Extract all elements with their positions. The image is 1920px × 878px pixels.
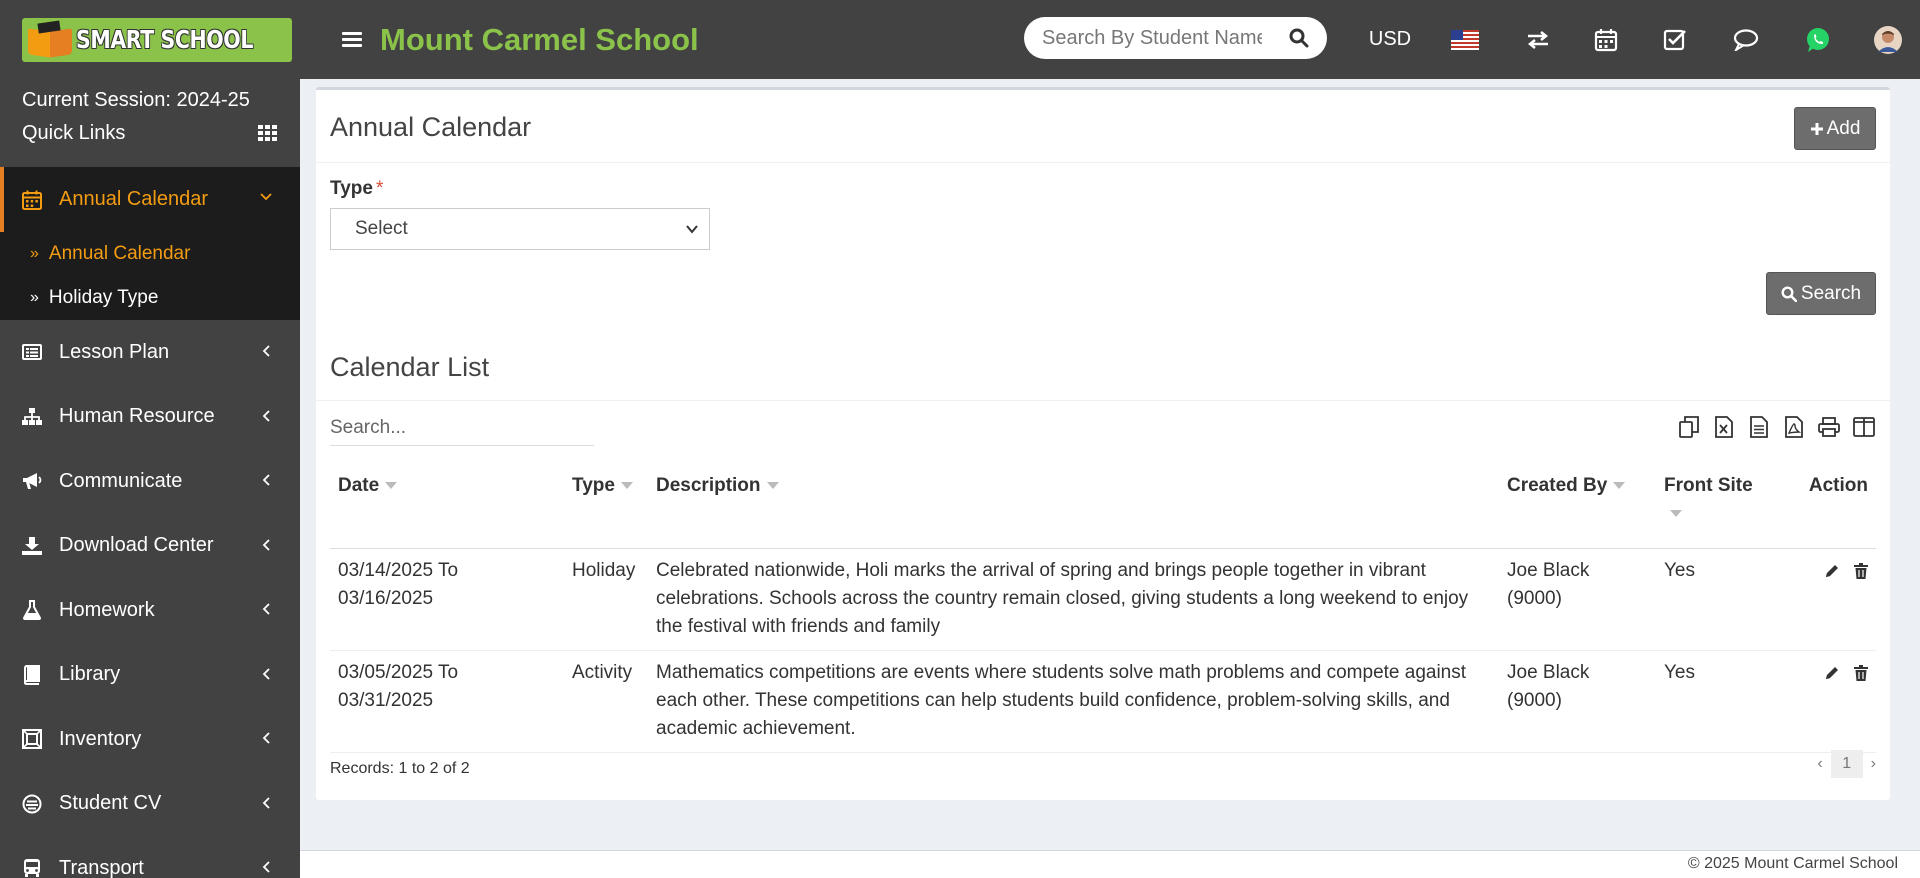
main-content	[300, 79, 1920, 850]
column-front-site[interactable]	[1656, 462, 1776, 548]
sidebar-item-human-resource[interactable]	[0, 385, 300, 450]
column-created-by[interactable]	[1499, 462, 1656, 548]
print-icon[interactable]	[1817, 415, 1841, 439]
type-select-value: Select	[355, 218, 408, 239]
page-title: Annual Calendar	[330, 112, 532, 142]
cell-created-by: Joe Black (9000)	[1499, 650, 1656, 752]
task-check-icon[interactable]	[1660, 0, 1690, 79]
plus-icon	[1810, 122, 1824, 136]
sidebar-item-inventory[interactable]	[0, 707, 300, 772]
sidebar-item-label: Student CV	[59, 792, 162, 815]
chevron-left-icon	[262, 410, 270, 422]
cell-date: 03/14/2025 To 03/16/2025	[330, 548, 564, 650]
sidebar-item-label: Transport	[59, 856, 144, 878]
current-session: Current Session: 2024-25	[22, 89, 250, 111]
school-name: Mount Carmel School	[380, 21, 699, 57]
student-cv-icon	[22, 794, 42, 814]
divider	[316, 162, 1890, 163]
sidebar-item-label: Download Center	[59, 534, 214, 557]
chevron-left-icon	[262, 797, 270, 809]
sort-icon	[767, 482, 779, 489]
submenu-label: Holiday Type	[48, 287, 159, 308]
double-chevron-right-icon: »	[30, 289, 39, 306]
double-chevron-right-icon: »	[30, 245, 39, 262]
column-description[interactable]	[648, 462, 1499, 548]
excel-icon[interactable]	[1712, 415, 1736, 439]
sidebar-item-label: Annual Calendar	[59, 188, 208, 210]
student-search	[1024, 17, 1327, 59]
add-button-label: Add	[1826, 117, 1861, 139]
cell-type: Holiday	[564, 548, 648, 650]
search-button[interactable]	[1766, 272, 1876, 315]
sidebar-item-transport[interactable]	[0, 836, 300, 878]
columns-icon[interactable]	[1852, 415, 1876, 439]
search-button-label: Search	[1800, 282, 1862, 304]
book-logo-icon	[26, 22, 70, 58]
bullhorn-icon	[22, 471, 42, 491]
chevron-left-icon	[262, 539, 270, 551]
type-select[interactable]	[330, 208, 710, 250]
copy-icon[interactable]	[1677, 415, 1701, 439]
cell-action	[1776, 650, 1876, 752]
page-number[interactable]: 1	[1831, 750, 1863, 778]
sitemap-icon	[22, 407, 42, 427]
cell-description: Celebrated nationwide, Holi marks the arrival of spring and brings people together in vibrant celebrations. Schools across the country remain closed, giving students a long weekend to enjoy the festival with friends and family	[648, 548, 1499, 650]
chevron-left-icon	[262, 861, 270, 873]
chevron-left-icon	[262, 345, 270, 357]
search-icon[interactable]	[1289, 28, 1309, 48]
records-info: Records: 1 to 2 of 2	[330, 760, 470, 777]
inventory-icon	[22, 729, 42, 749]
calendar-list-title: Calendar List	[330, 352, 490, 382]
sidebar-item-label: Human Resource	[59, 405, 215, 428]
flask-icon	[22, 600, 42, 620]
sidebar-item-annual-calendar[interactable]	[0, 167, 300, 232]
lesson-plan-icon	[22, 342, 42, 362]
divider	[316, 400, 1890, 401]
column-created-by-label: Created By	[1507, 475, 1608, 496]
pdf-icon[interactable]	[1782, 415, 1806, 439]
required-marker: *	[375, 178, 384, 199]
table-row	[330, 548, 1876, 650]
logo-text: SMART SCHOOL	[76, 25, 254, 54]
pagination	[1817, 750, 1876, 778]
switch-icon[interactable]	[1523, 0, 1553, 79]
us-flag-icon[interactable]	[1450, 0, 1480, 79]
download-icon	[22, 536, 42, 556]
sort-icon	[1670, 510, 1682, 517]
sort-icon	[385, 482, 397, 489]
chevron-down-icon	[685, 222, 699, 236]
top-header	[0, 0, 1920, 79]
column-front-site-label: Front Site	[1664, 475, 1753, 496]
chat-icon[interactable]	[1731, 0, 1761, 79]
quick-links[interactable]	[0, 115, 300, 151]
sidebar-item-homework[interactable]	[0, 578, 300, 643]
table-row	[330, 650, 1876, 752]
sidebar-item-label: Communicate	[59, 469, 183, 492]
sidebar	[0, 79, 300, 878]
sidebar-item-label: Homework	[59, 598, 155, 621]
book-icon	[22, 665, 42, 685]
chevron-left-icon	[262, 474, 270, 486]
cell-front-site: Yes	[1656, 548, 1776, 650]
cell-date: 03/05/2025 To 03/31/2025	[330, 650, 564, 752]
type-label	[330, 178, 383, 200]
column-type-label: Type	[572, 475, 615, 496]
submenu-holiday-type[interactable]	[0, 276, 300, 320]
menu-toggle-icon[interactable]	[342, 32, 362, 47]
cell-created-by: Joe Black (9000)	[1499, 548, 1656, 650]
currency-selector[interactable]: USD	[1368, 28, 1412, 50]
search-icon	[1781, 286, 1797, 302]
footer: © 2025 Mount Carmel School	[300, 850, 1920, 878]
delete-trash-icon[interactable]	[1854, 563, 1868, 579]
sidebar-item-communicate[interactable]	[0, 449, 300, 514]
cell-front-site: Yes	[1656, 650, 1776, 752]
quick-links-label: Quick Links	[22, 121, 126, 144]
add-button[interactable]	[1794, 107, 1876, 150]
export-toolbar	[1677, 415, 1876, 439]
chevron-left-icon	[262, 603, 270, 615]
sidebar-item-download-center[interactable]	[0, 514, 300, 579]
chevron-down-icon	[260, 193, 272, 201]
column-type[interactable]	[564, 462, 648, 548]
student-search-input[interactable]	[1042, 27, 1262, 50]
column-date-label: Date	[338, 475, 380, 496]
type-label-text: Type	[330, 178, 373, 199]
column-description-label: Description	[656, 475, 761, 496]
whatsapp-icon[interactable]	[1803, 0, 1833, 79]
sidebar-item-library[interactable]	[0, 643, 300, 708]
calendar-icon[interactable]	[1591, 0, 1621, 79]
bus-icon	[22, 858, 42, 878]
sidebar-item-lesson-plan[interactable]	[0, 320, 300, 385]
submenu-annual-calendar[interactable]	[0, 232, 300, 276]
user-avatar[interactable]	[1873, 0, 1903, 79]
column-date[interactable]	[330, 462, 564, 548]
edit-pencil-icon[interactable]	[1824, 563, 1840, 579]
submenu-label: Annual Calendar	[48, 243, 191, 264]
cell-type: Activity	[564, 650, 648, 752]
sidebar-item-label: Lesson Plan	[59, 340, 170, 363]
cell-action	[1776, 548, 1876, 650]
csv-icon[interactable]	[1747, 415, 1771, 439]
sidebar-item-label: Inventory	[59, 727, 142, 750]
sort-icon	[621, 482, 633, 489]
sidebar-item-student-cv[interactable]	[0, 772, 300, 837]
grid-icon[interactable]	[258, 125, 278, 141]
chevron-left-icon	[262, 732, 270, 744]
table-search-input[interactable]	[330, 411, 594, 446]
column-action	[1776, 462, 1876, 548]
table-header-row	[330, 462, 1876, 548]
annual-calendar-submenu	[0, 232, 300, 320]
cell-description: Mathematics competitions are events where students solve math problems and compete against each other. These competitions can help students build confidence, problem-solving skills, and academic achievement.	[648, 650, 1499, 752]
logo[interactable]	[22, 18, 292, 62]
next-page-icon[interactable]: ›	[1870, 755, 1876, 772]
sidebar-item-label: Library	[59, 663, 121, 686]
delete-trash-icon[interactable]	[1854, 665, 1868, 681]
previous-page-icon[interactable]: ‹	[1817, 755, 1823, 772]
edit-pencil-icon[interactable]	[1824, 665, 1840, 681]
sort-icon	[1613, 482, 1625, 489]
annual-calendar-panel	[316, 87, 1890, 800]
calendar-table	[330, 462, 1876, 753]
column-action-label: Action	[1808, 475, 1868, 496]
chevron-left-icon	[262, 668, 270, 680]
calendar-icon	[22, 190, 42, 210]
